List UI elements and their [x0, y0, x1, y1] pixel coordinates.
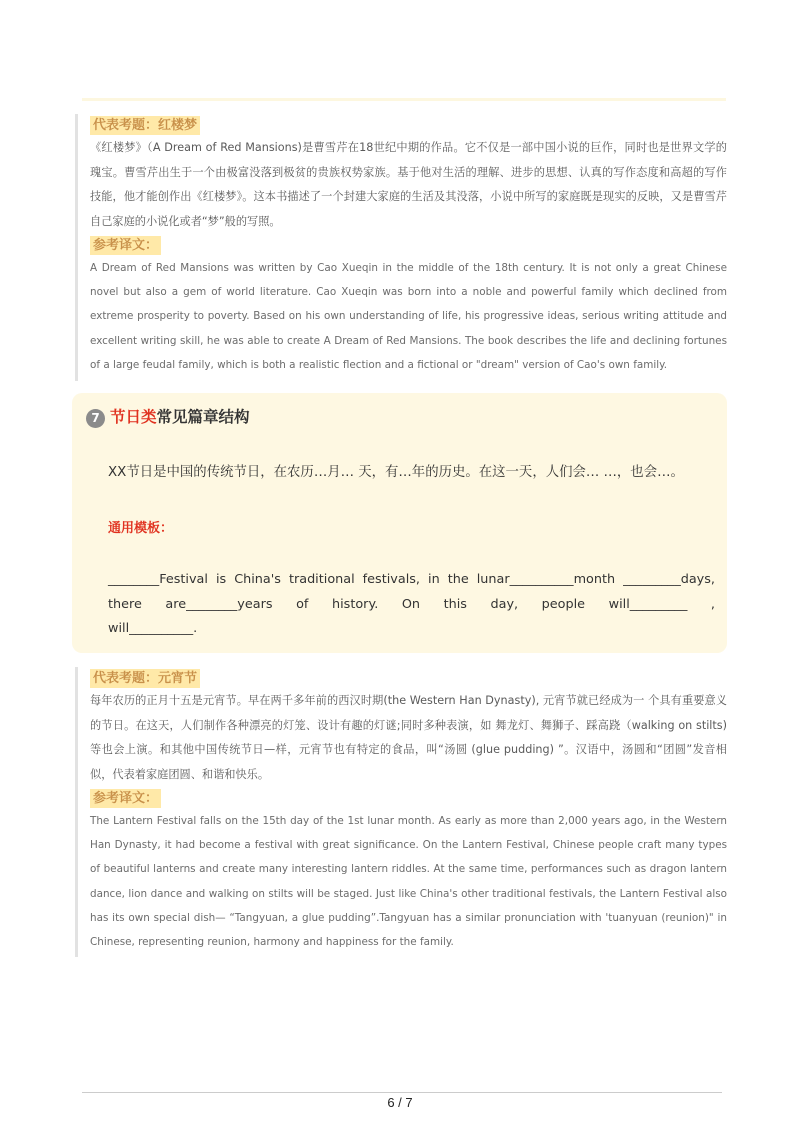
chinese-passage: 《红楼梦》（A Dream of Red Mansions)是曹雪芹在18世纪中期的作品。它不仅是一部中国小说的巨作，同时也是世界文学的瑰宝。曹雪芹出生于一个由极富没落到极贫的贵族权势家族。基于他对生活的理解、进步的思想、认真的写作态度和高超的写作技能，他才能创作出《红楼梦》。这本书描述了一个封建大家庭的生活及其没落，小说中所写的家庭既是现实的反映，又是曹雪芹自己家庭的小说化或者“梦”般的写照。	[90, 141, 727, 228]
page-number: 6 / 7	[387, 1095, 413, 1110]
example-topic-tag: 代表考题：元宵节	[90, 669, 200, 688]
example-topic-tag: 代表考题：红楼梦	[90, 116, 200, 135]
section-title-rest: 常见篇章结构	[156, 408, 250, 426]
reference-translation-tag: 参考译文：	[90, 236, 161, 255]
example-block-lantern-festival	[75, 667, 727, 957]
template-line-1: ________Festival is China's traditional festivals, in the lunar__________month _________days, there are________years of history. On this day, people will_________ ,	[108, 572, 715, 612]
template-line-2: will__________.	[108, 621, 198, 636]
section-intro: XX节日是中国的传统节日，在农历…月… 天，有…年的历史。在这一天，人们会… …，也会…。	[108, 465, 684, 480]
chinese-passage: 每年农历的正月十五是元宵节。早在两千多年前的西汉时期(the Western Han Dynasty), 元宵节就已经成为一 个具有重要意义的节日。在这天，人们制作各种漂亮的灯笼、设计有趣的灯谜;同时多种表演，如 舞龙灯、舞狮子、踩高跷（walking on stilts)等也会上演。和其他中国传统节日—样，元宵节也有特定的食品，叫“汤圆 (glue pudding) ”。汉语中，汤圆和“团圆”发音相似，代表着家庭团圆、和谐和快乐。	[90, 694, 727, 781]
section-number-badge: 7	[86, 409, 105, 428]
festival-structure-section	[72, 393, 727, 653]
example-block-red-mansions	[75, 114, 727, 381]
english-translation: The Lantern Festival falls on the 15th day of the 1st lunar month. As early as more than 2,000 years ago, in the Western Han Dynasty, it had become a festival with great significance. On the Lantern Festival, Chinese people craft many types of beautiful lanterns and create many interesting lantern riddles. At the same time, performances such as dragon lantern dance, lion dance and walking on stilts will be staged. Just like China's other traditional festivals, the Lantern Festival also has its own special dish— “Tangyuan, a glue pudding”.Tangyuan has a similar pronunciation with 'tuanyuan (reunion)" in Chinese, representing reunion, harmony and happiness for the family.	[90, 815, 727, 949]
template-label: 通用模板：	[108, 521, 174, 536]
template-text	[108, 568, 715, 642]
english-translation: A Dream of Red Mansions was written by Cao Xueqin in the middle of the 18th century. It is not only a great Chinese novel but also a gem of world literature. Cao Xueqin was born into a noble and powerful family which declined from extreme prosperity to poverty. Based on his own understanding of life, his progressive ideas, serious writing attitude and excellent writing skill, he was able to create A Dream of Red Mansions. The book describes the life and declining fortunes of a large feudal family, which is both a realistic flection and a fictional or "dream" version of Cao's own family.	[90, 262, 727, 371]
section-title-highlight: 节日类	[110, 408, 157, 426]
section-title	[110, 405, 250, 427]
reference-translation-tag: 参考译文：	[90, 789, 161, 808]
top-divider	[82, 98, 726, 101]
footer-divider	[82, 1092, 722, 1093]
